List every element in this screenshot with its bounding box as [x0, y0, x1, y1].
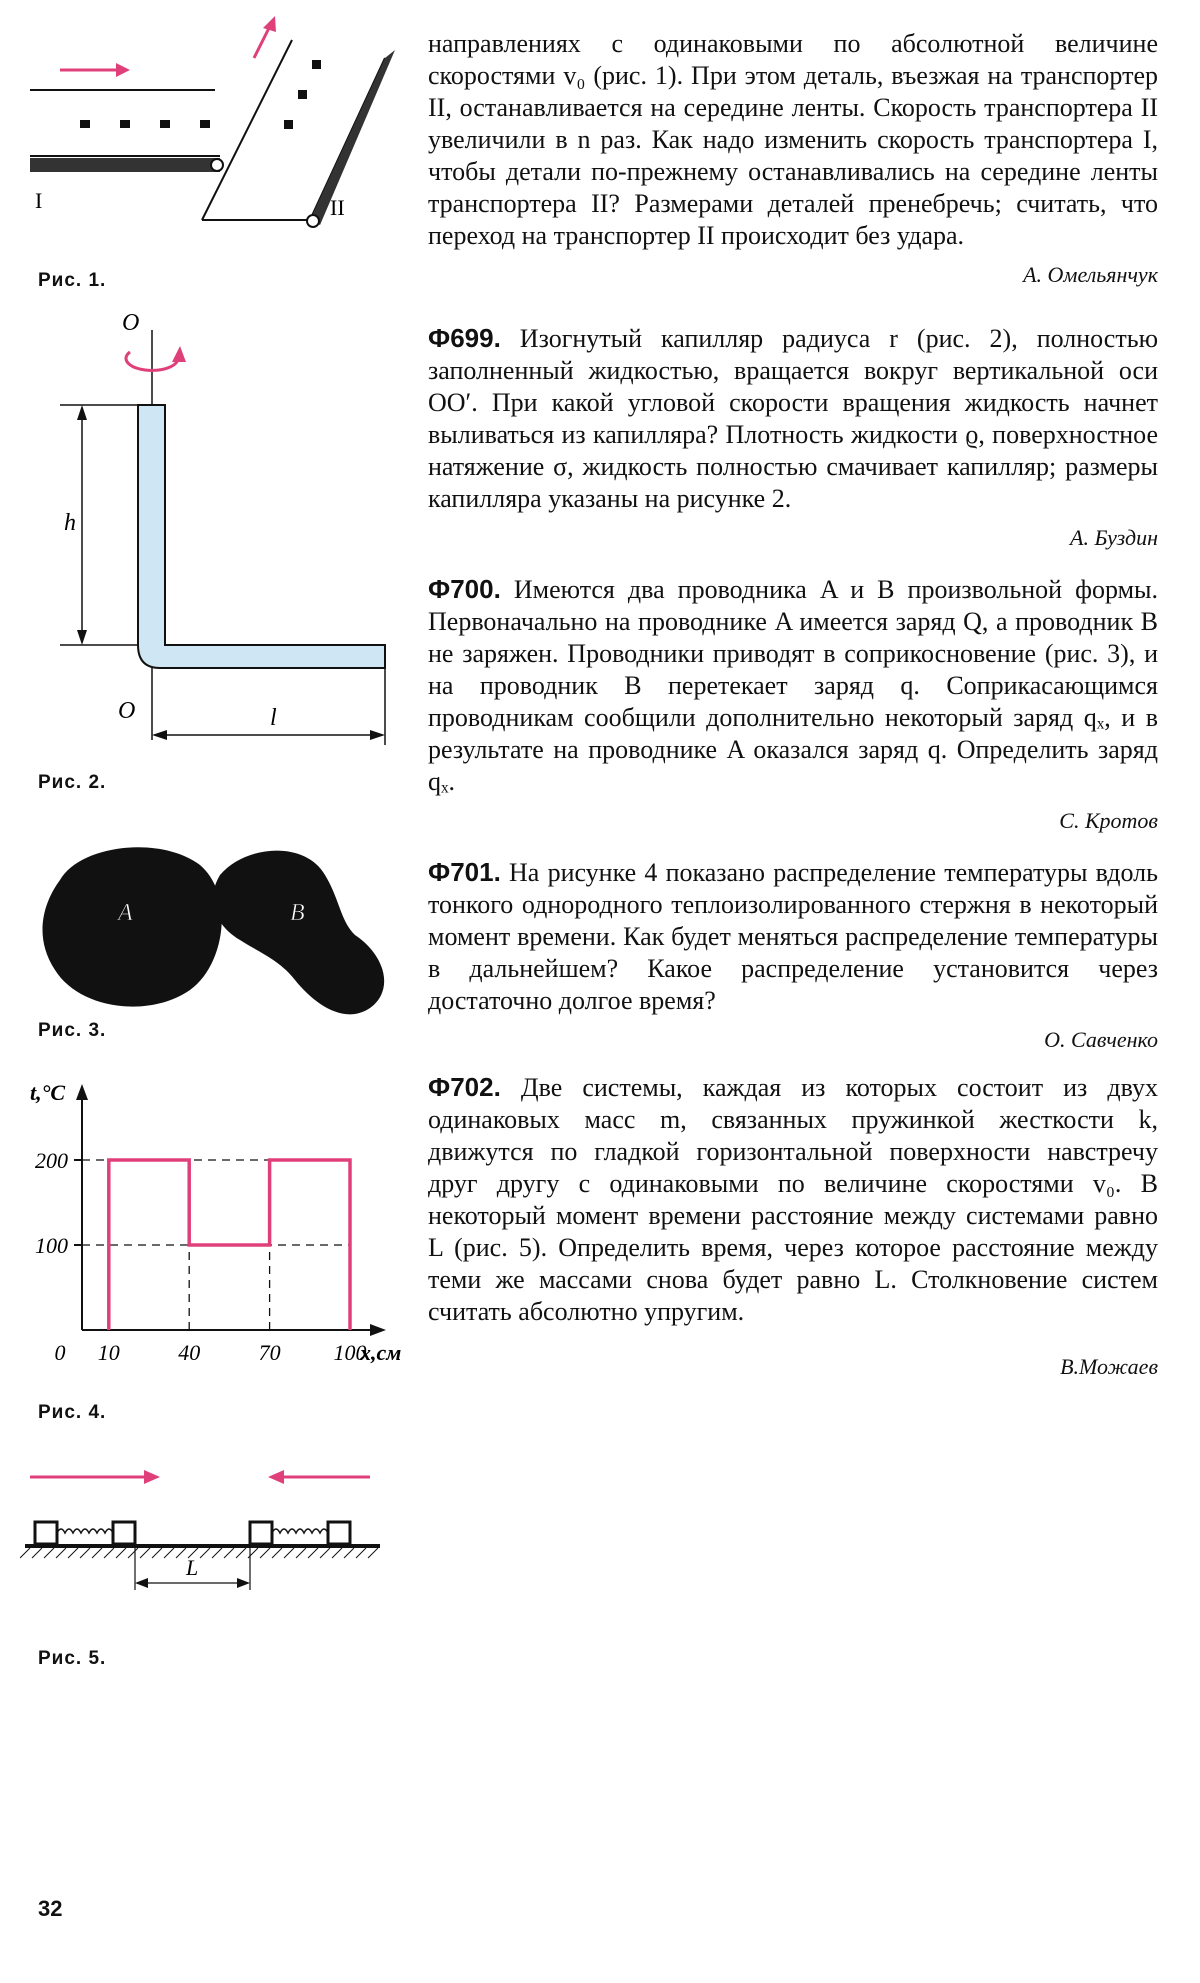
figures-column: [0, 0, 420, 1983]
fig5-label-l: L: [186, 1555, 199, 1580]
problem-id: Ф701.: [428, 857, 501, 887]
figure-4-temperature-chart: [20, 1070, 420, 1370]
problem-f700: [428, 573, 1158, 834]
fig1-label-belt2: II: [330, 195, 345, 220]
chart-xlabel: x,см: [360, 1340, 402, 1365]
fig2-label-bottom-o: O: [118, 698, 136, 724]
chart-ytick-label: 100: [35, 1233, 68, 1258]
fig4-caption: Рис. 4.: [38, 1402, 107, 1423]
chart-xtick-label: 0: [54, 1340, 66, 1365]
fig3-caption: Рис. 3.: [38, 1020, 107, 1041]
fig2-label-h: h: [64, 510, 76, 536]
chart-ylabel: t,°C: [30, 1080, 66, 1105]
chart-xtick-label: 10: [97, 1340, 120, 1365]
problem-f702: [428, 1071, 1158, 1380]
problem-text: Две системы, каждая из которых состоит из двух одинаковых масс m, связанных пружинкой жесткости k, движутся по гладкой горизонтальной поверхности навстречу друг другу с одинаковыми по величине скоростями v₀. В некоторый момент времени расстояние между системами равно L (рис. 5). Определить время, через которое расстояние между теми же массами снова будет равно L. Столкновение систем считать абсолютно упругим.: [428, 1073, 1159, 1326]
problem-author: О. Савченко: [1044, 1027, 1158, 1052]
figure-1-conveyors: [30, 10, 410, 240]
chart-xtick-label: 70: [258, 1340, 281, 1365]
fig1-caption: Рис. 1.: [38, 270, 107, 291]
problem-text: Изогнутый капилляр радиуса r (рис. 2), полностью заполненный жидкостью, вращается вокруг вертикальной оси OO′. При какой угловой скорости вращения жидкость начнет выливаться из капилляра? Плотность жидкости ϱ, поверхностное натяжение σ, жидкость полностью смачивает капилляр; размеры капилляра указаны на рисунке 2.: [428, 324, 1158, 513]
intro-author: А. Омельянчук: [1023, 262, 1158, 287]
chart-xtick-label: 100: [333, 1340, 367, 1365]
fig2-label-top-o: O: [122, 310, 140, 336]
intro-text: направлениях с одинаковыми по абсолютной величине скоростями v₀ (рис. 1). При этом деталь, въезжая на транспортер II, останавливается на середине ленты. Скорость транспортера II увеличили в n раз. Как надо изменить скорость транспортера I, чтобы детали по-прежнему останавливались на середине ленты транспортера II? Размерами деталей пренебречь; считать, что переход на транспортер II происходит без удара.: [428, 29, 1158, 250]
figure-3-conductors: [40, 840, 410, 1020]
chart-ytick-label: 200: [35, 1148, 68, 1173]
figure-5-springs: [20, 1455, 410, 1625]
fig3-label-a: A: [118, 900, 133, 926]
problem-author: В.Можаев: [1060, 1354, 1158, 1379]
problem-id: Ф699.: [428, 323, 501, 353]
problem-intro: [428, 28, 1158, 288]
chart-ticks: [35, 1148, 367, 1365]
page-number: 32: [38, 1896, 63, 1921]
fig1-label-belt1: I: [35, 188, 43, 213]
text-column: [428, 28, 1158, 1380]
problem-id: Ф700.: [428, 574, 501, 604]
problem-text: На рисунке 4 показано распределение температуры вдоль тонкого однородного теплоизолированного стержня в некоторый момент времени. Как будет меняться распределение температуры в дальнейшем? Какое распределение установится через достаточно долгое время?: [428, 858, 1159, 1015]
problem-text: Имеются два проводника A и B произвольной формы. Первоначально на проводнике A имеется заряд Q, а проводник B не заряжен. Проводники приводят в соприкосновение (рис. 3), и на проводник B перетекает заряд q. Соприкасающимся проводникам сообщили дополнительно некоторый заряд qₓ, и в результате на проводнике A оказался заряд q. Определить заряд qₓ.: [428, 575, 1158, 796]
problem-author: С. Кротов: [1059, 808, 1158, 833]
fig5-caption: Рис. 5.: [38, 1648, 107, 1669]
problem-f701: [428, 856, 1158, 1053]
problem-author: А. Буздин: [1070, 525, 1158, 550]
figure-2-capillary: [30, 300, 410, 780]
problem-id: Ф702.: [428, 1072, 501, 1102]
fig3-label-b: B: [290, 900, 305, 926]
chart-axes: [76, 1084, 386, 1336]
chart-xtick-label: 40: [178, 1340, 201, 1365]
fig2-label-l: l: [270, 705, 277, 731]
fig2-caption: Рис. 2.: [38, 772, 107, 793]
problem-f699: [428, 322, 1158, 551]
